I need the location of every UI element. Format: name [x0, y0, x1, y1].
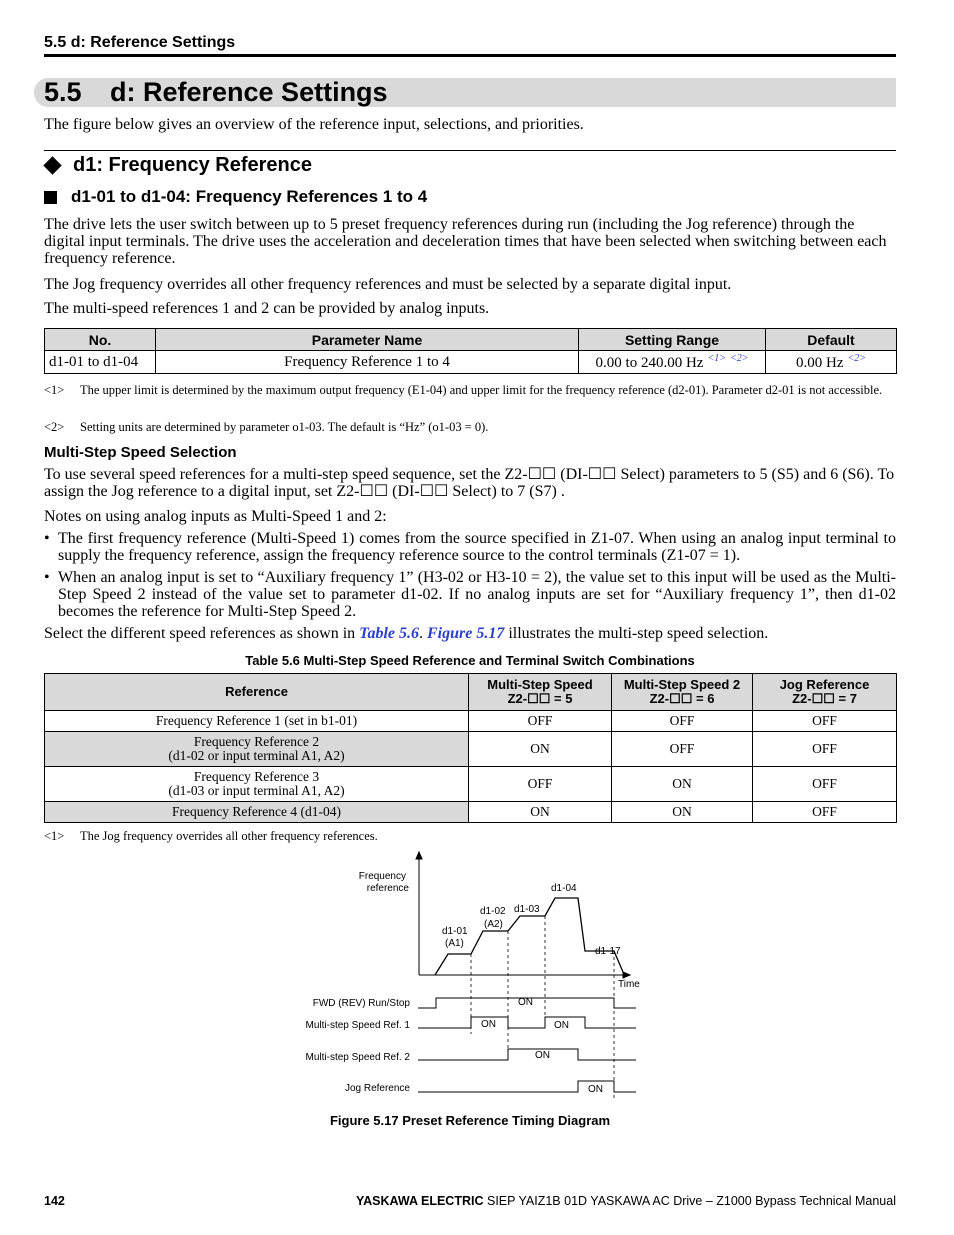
cell-jog: OFF	[753, 767, 897, 802]
cell-jog: OFF	[753, 711, 897, 732]
header-rule	[44, 54, 896, 57]
page-number: 142	[44, 1194, 65, 1208]
cell-no: d1-01 to d1-04	[45, 351, 156, 374]
on-label: ON	[535, 1050, 550, 1061]
cell-reference: Frequency Reference 2 (d1-02 or input terminal A1, A2)	[45, 732, 469, 767]
cell-default: 0.00 Hz $^{<2>}$	[766, 351, 897, 374]
col-parameter-name: Parameter Name	[156, 329, 579, 351]
paragraph-3: The multi-speed references 1 and 2 can be provided by analog inputs.	[44, 300, 490, 317]
label-a1: (A1)	[445, 938, 464, 949]
table-note: <1> The Jog frequency overrides all other frequency references.	[44, 829, 378, 843]
cell-speed-1: ON	[469, 732, 612, 767]
x-axis-label: Time	[618, 979, 640, 990]
cell-reference: Frequency Reference 4 (d1-04)	[45, 802, 469, 823]
diamond-bullet-icon	[43, 156, 61, 174]
signal-jog	[418, 1081, 636, 1092]
cell-speed-2: OFF	[612, 711, 753, 732]
table-row	[45, 802, 897, 823]
bullet-dot-icon: •	[44, 569, 50, 586]
parameter-table-header	[45, 329, 897, 351]
running-header: 5.5 d: Reference Settings	[44, 34, 236, 51]
timing-diagram	[280, 848, 660, 1103]
col-jog-reference: Jog Reference Z2-☐☐ = 7	[753, 674, 897, 711]
cell-speed-2: OFF	[612, 732, 753, 767]
combination-table-header	[45, 674, 897, 711]
on-label: ON	[481, 1019, 496, 1030]
table-row	[45, 732, 897, 767]
cell-reference: Frequency Reference 1 (set in b1-01)	[45, 711, 469, 732]
table-note-1: <1> The upper limit is determined by the maximum output frequency (E1-04) and upper limit for the frequency reference (d2-01). Parameter d2-01 is not accessible.	[44, 383, 883, 397]
cell-speed-2: ON	[612, 802, 753, 823]
signal-label-ms1: Multi-step Speed Ref. 1	[305, 1020, 410, 1031]
parameter-heading	[44, 187, 427, 207]
footer-manual: SIEP YAIZ1B 01D YASKAWA AC Drive – Z1000 Bypass Technical Manual	[483, 1194, 896, 1208]
box-placeholder-icon: ☐☐	[669, 691, 693, 706]
col-multi-step-speed-1: Multi-Step Speed Z2-☐☐ = 5	[469, 674, 612, 711]
label-a2: (A2)	[484, 919, 503, 930]
signal-label-fwd: FWD (REV) Run/Stop	[312, 998, 410, 1009]
cell-speed-1: ON	[469, 802, 612, 823]
subsection-title: d1: Frequency Reference	[73, 154, 312, 176]
dashed-guides	[471, 916, 614, 1100]
cell-speed-1: OFF	[469, 711, 612, 732]
multistep-heading: Multi-Step Speed Selection	[44, 444, 237, 461]
box-placeholder-icon: ☐☐	[359, 483, 389, 500]
col-no: No.	[45, 329, 156, 351]
square-bullet-icon	[44, 191, 57, 204]
paragraph-2: The Jog frequency overrides all other frequency references and must be selected by a separate digital input.	[44, 276, 732, 293]
select-paragraph: Select the different speed references as shown in Table 5.6. Figure 5.17 illustrates the multi-step speed selection.	[44, 625, 769, 642]
notes-intro: Notes on using analog inputs as Multi-Speed 1 and 2:	[44, 508, 387, 525]
y-axis-label-2: reference	[366, 883, 409, 894]
box-placeholder-icon: ☐☐	[587, 466, 617, 483]
on-label: ON	[588, 1084, 603, 1095]
col-multi-step-speed-2: Multi-Step Speed 2 Z2-☐☐ = 6	[612, 674, 753, 711]
table-5-6-link[interactable]: Table 5.6	[359, 625, 419, 642]
footnote-ref-2[interactable]: <2>	[729, 352, 749, 364]
list-item: • When an analog input is set to “Auxiliary frequency 1” (H3-02 or H3-10 = 2), the value set to this input will be used as the Multi-Step Speed 2 instead of the value set to parameter d1-02. If no analog inputs are set for “Auxiliary frequency 1”, then d1-02 becomes the reference for Multi-Step Speed 2.	[44, 569, 896, 620]
on-label: ON	[554, 1020, 569, 1031]
label-d1-17: d1-17	[595, 946, 621, 957]
cell-jog: OFF	[753, 802, 897, 823]
figure-caption: Figure 5.17 Preset Reference Timing Diagram	[329, 1113, 611, 1128]
bullet-dot-icon: •	[44, 530, 50, 547]
table-note-2: <2> Setting units are determined by parameter o1-03. The default is “Hz” (o1-03 = 0).	[44, 420, 489, 434]
figure-5-17-link[interactable]: Figure 5.17	[427, 625, 505, 642]
label-d1-04: d1-04	[551, 883, 577, 894]
signal-label-ms2: Multi-step Speed Ref. 2	[305, 1052, 410, 1063]
parameter-table	[44, 328, 897, 374]
section-title	[44, 77, 388, 108]
list-item: • The first frequency reference (Multi-Speed 1) comes from the source specified in Z1-07. When using an analog input terminal to supply the frequency reference, assign the frequency reference source to the control terminals (Z1-07 = 1).	[44, 530, 896, 564]
signal-label-jog: Jog Reference	[344, 1083, 410, 1094]
label-d1-02: d1-02	[480, 906, 506, 917]
box-placeholder-icon: ☐☐	[527, 691, 551, 706]
cell-reference: Frequency Reference 3 (d1-03 or input terminal A1, A2)	[45, 767, 469, 802]
label-d1-03: d1-03	[514, 904, 540, 915]
section-number: 5.5	[44, 77, 82, 107]
footnote-ref-1[interactable]: <1>	[707, 352, 726, 364]
cell-parameter-name: Frequency Reference 1 to 4	[156, 351, 579, 374]
subsection-rule	[44, 150, 896, 151]
col-reference: Reference	[45, 674, 469, 711]
cell-speed-1: OFF	[469, 767, 612, 802]
col-default: Default	[766, 329, 897, 351]
box-placeholder-icon: ☐☐	[419, 483, 449, 500]
footer-title	[356, 1194, 896, 1208]
box-placeholder-icon: ☐☐	[811, 691, 835, 706]
y-axis-arrow-icon	[416, 852, 422, 859]
parameter-heading-text: d1-01 to d1-04: Frequency References 1 to 4	[71, 187, 428, 206]
cell-setting-range: 0.00 to 240.00 Hz $^{<1>}$ $^{<2>}$	[579, 351, 766, 374]
x-axis-arrow-icon	[623, 972, 630, 978]
label-d1-01: d1-01	[442, 926, 468, 937]
signal-multistep-1	[418, 1017, 636, 1028]
table-row	[45, 711, 897, 732]
y-axis-label-1: Frequency	[358, 871, 406, 882]
multistep-paragraph: To use several speed references for a multi-step speed sequence, set the Z2-☐☐ (DI-☐☐ Select) parameters to 5 (S5) and 6 (S6). To assign the Jog reference to a digital input, set Z2-☐☐ (DI-☐☐ Select) to 7 (S7) .	[44, 466, 895, 500]
signal-multistep-2	[418, 1049, 636, 1060]
intro-paragraph: The figure below gives an overview of the reference input, selections, and priorities.	[44, 116, 584, 133]
footer-brand: YASKAWA ELECTRIC	[355, 1194, 484, 1208]
subsection-heading	[44, 154, 312, 177]
footnote-ref-2[interactable]: <2>	[847, 352, 866, 364]
cell-speed-2: ON	[612, 767, 753, 802]
table-row	[45, 351, 897, 374]
col-setting-range: Setting Range	[579, 329, 766, 351]
combination-table	[44, 673, 897, 823]
box-placeholder-icon: ☐☐	[527, 466, 557, 483]
paragraph-1: The drive lets the user switch between up to 5 preset frequency references during run (including the Jog reference) through the digital input terminals. The drive uses the acceleration and deceleration times that have been selected when switching between each frequency reference.	[44, 216, 887, 267]
cell-jog: OFF	[753, 732, 897, 767]
on-label: ON	[518, 997, 533, 1008]
section-title-text: d: Reference Settings	[110, 77, 388, 107]
table-caption: Table 5.6 Multi-Step Speed Reference and Terminal Switch Combinations	[245, 653, 695, 668]
table-row	[45, 767, 897, 802]
